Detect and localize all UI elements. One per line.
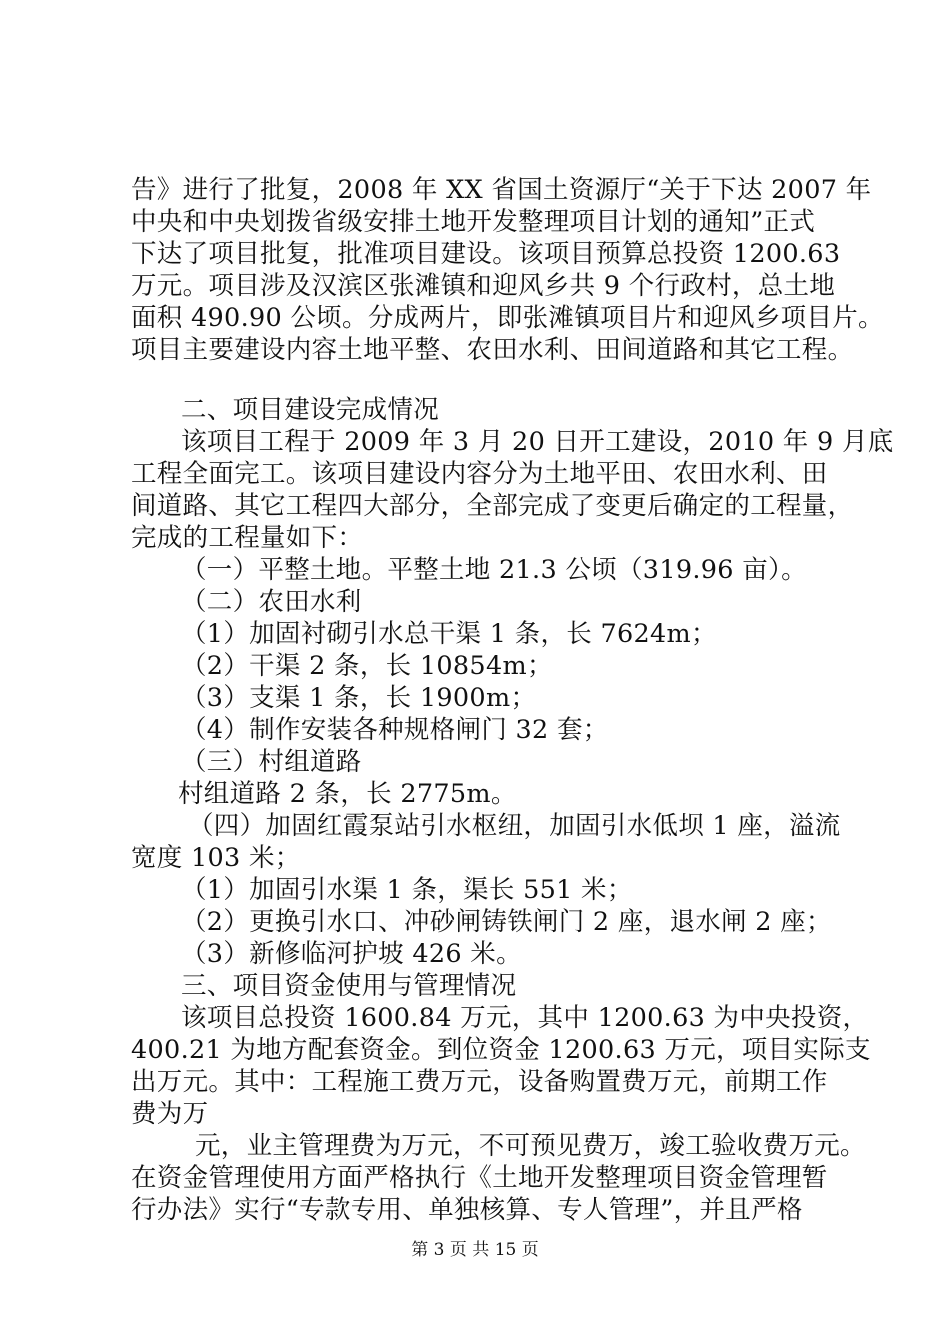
section-heading: 三、项目资金使用与管理情况	[181, 971, 517, 1001]
text-line: 该项目工程于 2009 年 3 月 20 日开工建设，2010 年 9 月底	[181, 427, 894, 457]
section-heading: 二、项目建设完成情况	[181, 395, 440, 425]
list-item: （3）新修临河护坡 426 米。	[181, 939, 522, 969]
text-line: 中央和中央划拨省级安排土地开发整理项目计划的通知”正式	[131, 207, 816, 237]
text-line: 行办法》实行“专款专用、单独核算、专人管理”，并且严格	[131, 1195, 803, 1225]
list-item: （1）加固引水渠 1 条，渠长 551 米；	[181, 875, 633, 905]
text-line: 告》进行了批复，2008 年 XX 省国土资源厅“关于下达 2007 年	[131, 175, 872, 205]
text-line: 该项目总投资 1600.84 万元，其中 1200.63 为中央投资，	[181, 1003, 869, 1033]
subsection-heading: （四）加固红霞泵站引水枢纽，加固引水低坝 1 座，溢流	[188, 811, 841, 841]
text-line: 村组道路 2 条，长 2775m。	[178, 779, 517, 809]
text-line: 400.21 为地方配套资金。到位资金 1200.63 万元，项目实际支	[131, 1035, 871, 1065]
list-item: （3）支渠 1 条，长 1900m；	[181, 683, 537, 713]
text-line: 费为万	[131, 1099, 209, 1129]
text-line: 元，业主管理费为万元，不可预见费万，竣工验收费万元。	[195, 1131, 866, 1161]
text-line: 完成的工程量如下：	[131, 523, 364, 553]
text-line: 下达了项目批复，批准项目建设。该项目预算总投资 1200.63	[131, 239, 841, 269]
text-line: 项目主要建设内容土地平整、农田水利、田间道路和其它工程。	[131, 335, 854, 365]
text-line: 间道路、其它工程四大部分，全部完成了变更后确定的工程量，	[131, 491, 854, 521]
list-item: （1）加固衬砌引水总干渠 1 条，长 7624m；	[181, 619, 717, 649]
text-line: 宽度 103 米；	[131, 843, 301, 873]
text-line: 万元。项目涉及汉滨区张滩镇和迎风乡共 9 个行政村，总土地	[131, 271, 836, 301]
subsection-heading: （三）村组道路	[181, 747, 362, 777]
page-number-footer: 第 3 页 共 15 页	[411, 1240, 539, 1260]
text-line: 面积 490.90 公顷。分成两片，即张滩镇项目片和迎风乡项目片。	[131, 303, 884, 333]
list-item: （一）平整土地。平整土地 21.3 公顷（319.96 亩）。	[181, 555, 807, 585]
text-line: 工程全面完工。该项目建设内容分为土地平田、农田水利、田	[131, 459, 828, 489]
text-line: 在资金管理使用方面严格执行《土地开发整理项目资金管理暂	[131, 1163, 828, 1193]
subsection-heading: （二）农田水利	[181, 587, 362, 617]
list-item: （2）更换引水口、冲砂闸铸铁闸门 2 座，退水闸 2 座；	[181, 907, 832, 937]
list-item: （4）制作安装各种规格闸门 32 套；	[181, 715, 609, 745]
list-item: （2）干渠 2 条，长 10854m；	[181, 651, 553, 681]
text-line: 出万元。其中：工程施工费万元，设备购置费万元，前期工作	[131, 1067, 828, 1097]
